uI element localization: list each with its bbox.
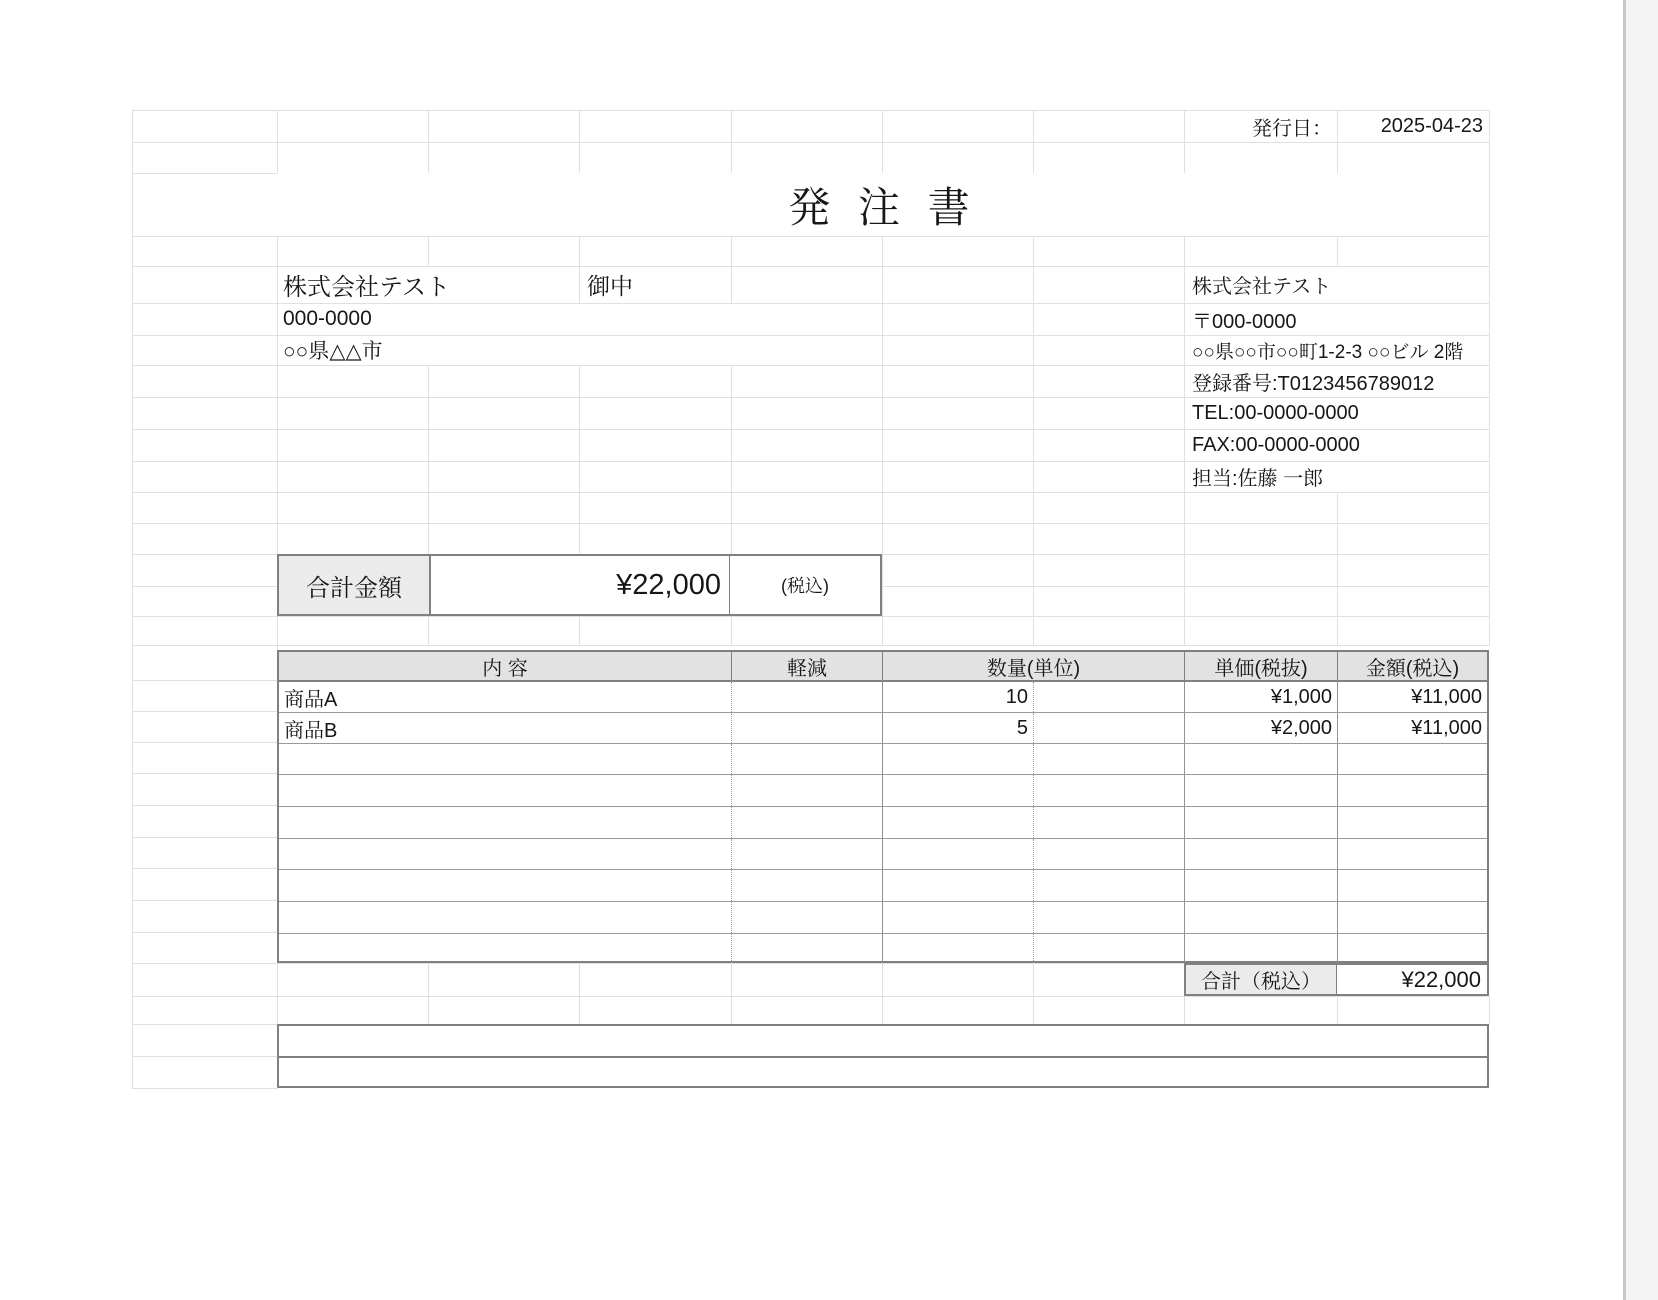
grid-cell	[1184, 236, 1338, 267]
grid-cell	[1337, 554, 1490, 587]
sender-fax: FAX:00-0000-0000	[1192, 433, 1360, 456]
grid-cell	[1033, 335, 1185, 366]
grid-cell	[731, 492, 883, 524]
grid-cell	[579, 492, 732, 524]
grid-cell	[579, 429, 732, 462]
grid-cell	[277, 110, 429, 143]
grand-total-label: 合計（税込）	[1186, 965, 1337, 994]
items-table-header	[279, 652, 1487, 682]
grid-cell	[132, 645, 278, 681]
grid-cell	[882, 266, 1034, 304]
item-cell-description	[279, 934, 731, 963]
grid-cell	[428, 110, 580, 143]
grid-cell	[132, 365, 278, 398]
grid-cell	[731, 429, 883, 462]
total-amount-label: 合計金額	[279, 556, 431, 614]
remarks-box	[277, 1024, 1489, 1088]
grid-cell	[731, 461, 883, 493]
total-amount-value: ¥22,000	[616, 568, 721, 601]
item-cell-unit	[1033, 934, 1184, 963]
grid-cell	[277, 523, 429, 555]
grid-cell	[579, 996, 732, 1025]
grid-cell	[731, 110, 883, 143]
grid-cell	[428, 397, 580, 430]
item-cell-quantity	[882, 775, 1033, 806]
grid-cell	[277, 461, 429, 493]
grid-cell	[132, 963, 278, 997]
item-cell-quantity: 5	[882, 713, 1033, 743]
grid-cell	[1033, 461, 1185, 493]
item-cell-quantity	[882, 839, 1033, 869]
grid-cell	[428, 236, 580, 267]
grid-cell	[579, 110, 732, 143]
grid-cell	[1033, 492, 1185, 524]
grid-cell	[132, 142, 278, 174]
sender-postal-code: 〒000-0000	[1192, 310, 1297, 333]
grid-cell	[277, 429, 429, 462]
item-cell-reduced	[731, 807, 882, 838]
item-cell-description	[279, 807, 731, 838]
grid-cell	[428, 461, 580, 493]
total-amount-box	[277, 554, 882, 616]
item-cell-unit	[1033, 682, 1184, 712]
grid-cell	[132, 236, 278, 267]
grid-cell	[1184, 523, 1338, 555]
grid-cell	[132, 335, 278, 366]
item-cell-unit	[1033, 807, 1184, 838]
item-cell-reduced	[731, 870, 882, 901]
grid-cell	[579, 616, 732, 646]
grid-cell	[132, 586, 278, 617]
grid-cell	[132, 429, 278, 462]
grid-cell	[132, 616, 278, 646]
grid-cell	[882, 303, 1034, 336]
item-cell-amount	[1337, 807, 1487, 838]
grid-cell	[132, 680, 278, 712]
grid-cell	[882, 963, 1034, 997]
grand-total-row	[1184, 963, 1489, 996]
item-cell-amount: ¥11,000	[1337, 682, 1487, 712]
page-title: 発 注 書	[277, 173, 1489, 236]
empty-item-row	[279, 839, 1487, 870]
grid-cell	[731, 996, 883, 1025]
grid-cell	[1337, 142, 1490, 174]
item-cell-unit	[1033, 713, 1184, 743]
item-cell-description: 商品A	[284, 688, 338, 711]
empty-item-row	[279, 775, 1487, 807]
grid-cell	[731, 397, 883, 430]
grid-cell	[579, 142, 732, 174]
item-cell-unit_price: ¥2,000	[1184, 713, 1337, 743]
item-row	[279, 713, 1487, 744]
grid-cell	[579, 365, 732, 398]
item-cell-unit_price	[1184, 870, 1337, 901]
grid-cell	[132, 773, 278, 806]
grid-cell	[1337, 996, 1490, 1025]
grid-cell	[1337, 523, 1490, 555]
grid-cell	[1184, 554, 1338, 587]
grid-cell	[132, 523, 278, 555]
grid-cell	[277, 142, 429, 174]
grid-cell	[1033, 397, 1185, 430]
grid-cell	[882, 142, 1034, 174]
grid-cell	[132, 173, 278, 237]
grid-cell	[882, 492, 1034, 524]
item-cell-quantity	[882, 744, 1033, 774]
item-cell-unit	[1033, 775, 1184, 806]
item-cell-unit	[1033, 870, 1184, 901]
grid-cell	[277, 492, 429, 524]
grid-cell	[277, 365, 429, 398]
grid-cell	[882, 110, 1034, 143]
grid-cell	[277, 996, 429, 1025]
sender-contact-person: 担当:佐藤 一郎	[1192, 468, 1324, 490]
header-quantity-unit: 数量(単位)	[882, 652, 1184, 680]
grid-cell	[132, 303, 278, 336]
issue-date-value: 2025-04-23	[1380, 115, 1483, 137]
grid-cell	[132, 1024, 278, 1057]
item-cell-amount	[1337, 775, 1487, 806]
grid-cell	[1337, 616, 1490, 646]
grid-cell	[1033, 365, 1185, 398]
grid-cell	[1033, 586, 1185, 617]
grid-cell	[132, 711, 278, 743]
item-cell-amount	[1337, 934, 1487, 963]
recipient-postal-code: 000-0000	[283, 307, 372, 330]
grid-cell	[428, 996, 580, 1025]
grid-cell	[1033, 996, 1185, 1025]
grid-cell	[1337, 586, 1490, 617]
header-reduced-tax: 軽減	[731, 652, 882, 680]
grid-cell	[1184, 586, 1338, 617]
grid-cell	[579, 963, 732, 997]
item-cell-amount	[1337, 902, 1487, 933]
grid-cell	[731, 266, 883, 304]
grid-cell	[132, 397, 278, 430]
item-cell-reduced	[731, 744, 882, 774]
grid-cell	[428, 142, 580, 174]
grid-cell	[132, 492, 278, 524]
header-unit-price: 単価(税抜)	[1184, 652, 1337, 680]
grid-cell	[1184, 492, 1338, 524]
items-table	[277, 650, 1489, 963]
grid-cell	[132, 932, 278, 964]
item-cell-reduced	[731, 775, 882, 806]
header-description: 内 容	[482, 657, 528, 680]
grid-cell	[1033, 963, 1185, 997]
grid-cell	[882, 616, 1034, 646]
item-cell-unit_price	[1184, 934, 1337, 963]
grid-cell	[882, 429, 1034, 462]
grid-cell	[132, 1056, 278, 1089]
grid-cell	[1033, 429, 1185, 462]
issue-date-label: 発行日：	[1252, 118, 1332, 140]
grid-cell	[731, 142, 883, 174]
sender-address: ○○県○○市○○町1-2-3 ○○ビル 2階	[1192, 341, 1464, 363]
header-amount: 金額(税込)	[1337, 652, 1487, 680]
grid-cell	[277, 236, 429, 267]
grid-cell	[277, 616, 429, 646]
empty-item-row	[279, 902, 1487, 934]
grid-cell	[1033, 554, 1185, 587]
empty-item-row	[279, 807, 1487, 839]
recipient-name: 株式会社テスト	[283, 274, 451, 301]
empty-item-row	[279, 934, 1487, 963]
sender-name: 株式会社テスト	[1192, 276, 1332, 298]
item-cell-unit_price	[1184, 807, 1337, 838]
item-cell-amount: ¥11,000	[1337, 713, 1487, 743]
grid-cell	[882, 523, 1034, 555]
grid-cell	[882, 461, 1034, 493]
items-table-body	[279, 682, 1487, 963]
item-cell-unit	[1033, 839, 1184, 869]
grid-cell	[731, 963, 883, 997]
item-cell-quantity: 10	[882, 682, 1033, 712]
sender-registration-number: 登録番号:T0123456789012	[1192, 372, 1435, 395]
grid-cell	[1033, 236, 1185, 267]
grid-cell	[731, 236, 883, 267]
grid-cell	[1033, 303, 1185, 336]
grid-cell	[428, 492, 580, 524]
item-cell-unit_price	[1184, 902, 1337, 933]
grid-cell	[1033, 110, 1185, 143]
grid-cell	[1184, 996, 1338, 1025]
empty-item-row	[279, 870, 1487, 902]
grid-cell	[277, 397, 429, 430]
grid-cell	[882, 236, 1034, 267]
grid-cell	[428, 365, 580, 398]
grid-cell	[579, 397, 732, 430]
grid-cell	[132, 837, 278, 869]
grid-cell	[1337, 236, 1490, 267]
grand-total-value: ¥22,000	[1401, 966, 1481, 992]
item-cell-amount	[1337, 870, 1487, 901]
item-cell-unit_price: ¥1,000	[1184, 682, 1337, 712]
empty-item-row	[279, 744, 1487, 775]
item-cell-description: 商品B	[284, 719, 338, 742]
grid-cell	[132, 868, 278, 901]
item-cell-unit	[1033, 902, 1184, 933]
grid-cell	[132, 461, 278, 493]
grid-cell	[132, 554, 278, 587]
item-cell-unit	[1033, 744, 1184, 774]
grid-cell	[1033, 523, 1185, 555]
item-cell-unit_price	[1184, 775, 1337, 806]
item-cell-quantity	[882, 934, 1033, 963]
grid-cell	[132, 900, 278, 933]
grid-cell	[882, 554, 1034, 587]
grid-cell	[1337, 492, 1490, 524]
grid-cell	[882, 365, 1034, 398]
grid-cell	[731, 616, 883, 646]
remarks-box-lower	[279, 1058, 1487, 1086]
item-cell-reduced	[731, 839, 882, 869]
item-cell-description	[279, 744, 731, 774]
recipient-honorific: 御中	[587, 273, 633, 299]
item-cell-reduced	[731, 934, 882, 963]
recipient-address: ○○県△△市	[283, 340, 383, 363]
sender-tel: TEL:00-0000-0000	[1192, 401, 1359, 424]
grid-cell	[428, 429, 580, 462]
tax-included-note: (税込)	[729, 556, 880, 614]
grid-cell	[1033, 142, 1185, 174]
grid-cell	[1033, 616, 1185, 646]
grid-cell	[277, 963, 429, 997]
grid-cell	[428, 616, 580, 646]
item-cell-description	[279, 775, 731, 806]
item-cell-reduced	[731, 902, 882, 933]
item-cell-description	[279, 902, 731, 933]
grid-cell	[1184, 142, 1338, 174]
grid-cell	[428, 963, 580, 997]
grid-cell	[882, 586, 1034, 617]
page-right-gutter	[1623, 0, 1658, 1300]
grid-cell	[132, 996, 278, 1025]
item-cell-quantity	[882, 902, 1033, 933]
item-cell-unit_price	[1184, 744, 1337, 774]
grid-cell	[579, 523, 732, 555]
item-cell-quantity	[882, 870, 1033, 901]
grid-cell	[579, 236, 732, 267]
grid-cell	[882, 996, 1034, 1025]
item-cell-reduced	[731, 682, 882, 712]
grid-cell	[731, 365, 883, 398]
grid-cell	[132, 805, 278, 838]
item-row	[279, 682, 1487, 713]
grid-cell	[132, 742, 278, 774]
item-cell-amount	[1337, 744, 1487, 774]
item-cell-amount	[1337, 839, 1487, 869]
grid-cell	[882, 397, 1034, 430]
item-cell-quantity	[882, 807, 1033, 838]
grid-cell	[132, 266, 278, 304]
grid-cell	[882, 335, 1034, 366]
grid-cell	[132, 110, 278, 143]
grid-cell	[1184, 616, 1338, 646]
item-cell-description	[279, 870, 731, 901]
item-cell-description	[279, 839, 731, 869]
grid-cell	[1033, 266, 1185, 304]
item-cell-reduced	[731, 713, 882, 743]
grid-cell	[579, 461, 732, 493]
grid-cell	[731, 523, 883, 555]
grid-cell	[428, 523, 580, 555]
remarks-box-upper	[279, 1026, 1487, 1058]
item-cell-unit_price	[1184, 839, 1337, 869]
